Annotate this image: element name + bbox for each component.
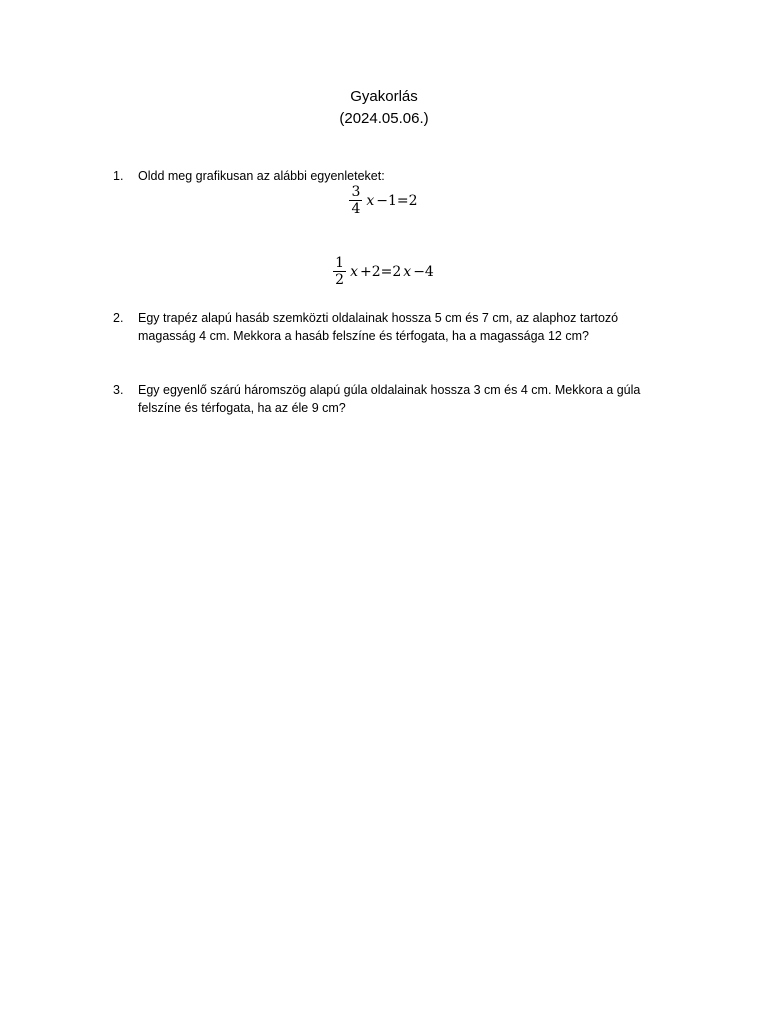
problem-text: Egy egyenlő szárú háromszög alapú gúla oldalainak hossza 3 cm és 4 cm. Mekkora a gúla felszíne és térfogata, ha az éle 9 cm? <box>138 383 641 415</box>
fraction-denominator: 4 <box>351 201 361 217</box>
fraction-denominator: 2 <box>335 272 345 288</box>
fraction <box>349 185 362 216</box>
equation-2 <box>0 255 768 287</box>
document-date: (2024.05.06.) <box>339 110 429 127</box>
problem-3 <box>113 381 653 417</box>
equation-variable-2: x <box>403 263 412 280</box>
document-header <box>0 86 768 130</box>
equation-1 <box>0 184 768 216</box>
problem-text: Oldd meg grafikusan az alábbi egyenleteket: <box>138 169 385 183</box>
equation-variable: x <box>350 263 358 280</box>
equation-rest: −1=2 <box>376 192 418 209</box>
fraction-numerator: 1 <box>335 255 345 271</box>
problem-number: 2. <box>113 311 124 325</box>
equation-rest: +2=2 <box>360 263 402 280</box>
equation-rest-2: −4 <box>413 263 434 280</box>
problem-1 <box>113 167 653 185</box>
problem-number: 1. <box>113 169 124 183</box>
fraction <box>333 256 346 287</box>
fraction-numerator: 3 <box>351 184 361 200</box>
equation-variable: x <box>366 192 375 209</box>
problem-2 <box>113 309 653 345</box>
problem-text: Egy trapéz alapú hasáb szemközti oldalainak hossza 5 cm és 7 cm, az alaphoz tartozó magasság 4 cm. Mekkora a hasáb felszíne és térfogata, ha a magassága 12 cm? <box>138 311 619 343</box>
problem-number: 3. <box>113 383 124 397</box>
document-title: Gyakorlás <box>350 88 418 105</box>
